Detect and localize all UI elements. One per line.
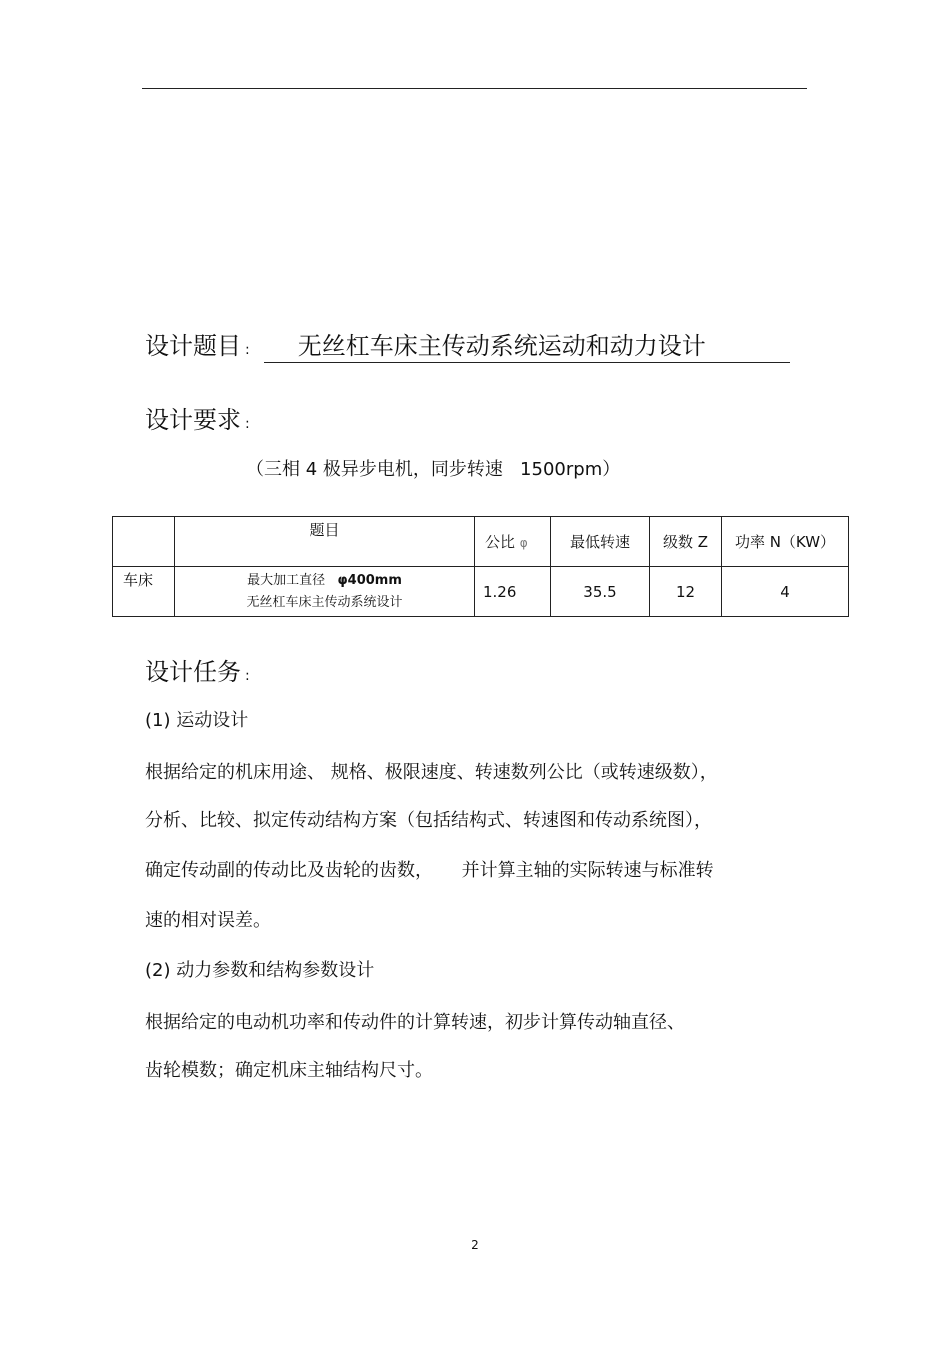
cell-levels: 12 [650,567,722,617]
cell-topic-line1-value: φ400mm [337,572,402,588]
design-tasks-colon: : [245,668,250,684]
design-tasks-label: 设计任务 [145,658,241,686]
cell-ratio: 1.26 [475,567,551,617]
header-topic: 题目 [175,517,475,567]
task1-line: 确定传动副的传动比及齿轮的齿数， 并计算主轴的实际转速与标准转 [145,860,714,881]
cell-topic-line1 [175,570,474,592]
header-ratio-label: 公比 [485,533,516,551]
cell-type: 车床 [113,567,175,617]
task2-line: 齿轮模数；确定机床主轴结构尺寸。 [145,1060,433,1081]
header-empty-cell [113,517,175,567]
spec-table [112,516,849,617]
design-requirements-colon: : [245,416,250,432]
design-tasks-heading [145,652,250,687]
task1-title: (1) 运动设计 [145,710,249,731]
task1-line: 分析、比较、拟定传动结构方案（包括结构式、转速图和传动系统图）， [145,810,712,831]
page-number: 2 [471,1238,479,1252]
cell-topic-line1-prefix: 最大加工直径 [247,572,338,588]
header-rule [142,88,807,89]
design-topic-value: 无丝杠车床主传动系统运动和动力设计 [264,330,790,363]
header-power: 功率 N（KW） [722,517,849,567]
cell-power: 4 [722,567,849,617]
cell-min-speed: 35.5 [551,567,650,617]
cell-topic [175,567,475,617]
table-row [113,567,849,617]
task1-line: 根据给定的机床用途、 规格、极限速度、转速数列公比（或转速级数）， [145,762,718,783]
design-requirements-label: 设计要求 [145,406,241,434]
phi-symbol: φ [519,536,528,550]
design-topic-colon: : [245,342,250,358]
spec-table-header-row [113,517,849,567]
header-min-speed: 最低转速 [551,517,650,567]
task1-line: 速的相对误差。 [145,910,271,931]
task2-title: (2) 动力参数和结构参数设计 [145,960,375,981]
motor-note: （三相 4 极异步电机，同步转速 1500rpm） [246,459,621,480]
header-ratio [475,517,551,567]
design-requirements-heading [145,400,250,435]
design-topic-label: 设计题目 [145,332,241,360]
header-levels: 级数 Z [650,517,722,567]
task2-line: 根据给定的电动机功率和传动件的计算转速，初步计算传动轴直径、 [145,1012,685,1033]
design-topic-line [145,326,790,363]
cell-topic-line2: 无丝杠车床主传动系统设计 [246,594,403,610]
